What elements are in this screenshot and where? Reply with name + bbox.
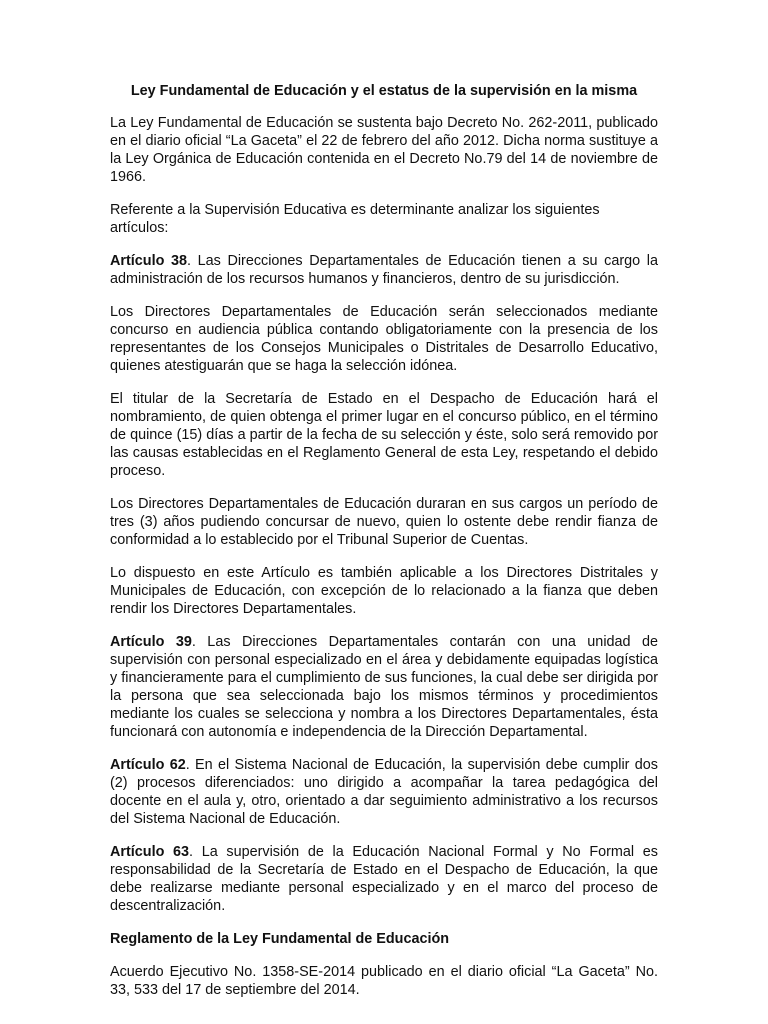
article-38-paragraph-5: Lo dispuesto en este Artículo es también aplicable a los Directores Distritales y Municipales de Educación, con excepción de lo relacionado a la fianza que deben rendir los Directores Departamentales. [110,565,658,617]
article-62-label: Artículo 62 [110,757,186,773]
article-63-text: . La supervisión de la Educación Nacional Formal y No Formal es responsabilidad de la Secretaría de Estado en el Despacho de Educación, la que debe realizarse mediante personal especializado y en el marco del proceso de descentralización. [110,844,658,914]
article-38-paragraph-2: Los Directores Departamentales de Educación serán seleccionados mediante concurso en audiencia pública contando obligatoriamente con la presencia de los representantes de los Consejos Municipales o Distritales de Desarrollo Educativo, quienes atestiguarán que se haga la selección idónea. [110,304,658,374]
reglamento-paragraph: Acuerdo Ejecutivo No. 1358-SE-2014 publicado en el diario oficial “La Gaceta” No. 33, 533 del 17 de septiembre del 2014. [110,964,658,998]
article-38-paragraph-3: El titular de la Secretaría de Estado en el Despacho de Educación hará el nombramiento, de quien obtenga el primer lugar en el concurso público, en el término de quince (15) días a partir de la fecha de su selección y éste, solo será removido por las causas establecidas en el Reglamento General de esta Ley, respetando el debido proceso. [110,391,658,479]
article-39-text: . Las Direcciones Departamentales contarán con una unidad de supervisión con personal especializado en el área y debidamente equipadas logística y financieramente para el cumplimiento de sus funciones, la cual debe ser dirigida por la persona que sea seleccionada bajo los mismos términos y procedimientos mediante los cuales se selecciona y nombra a los Directores Departamentales, ésta funcionará con autonomía e independencia de la Dirección Departamental. [110,634,658,740]
article-38-paragraph-4: Los Directores Departamentales de Educación duraran en sus cargos un período de tres (3) años pudiendo concursar de nuevo, quien lo ostente debe rendir fianza de conformidad a lo establecido por el Tribunal Superior de Cuentas. [110,496,658,548]
article-62-text: . En el Sistema Nacional de Educación, la supervisión debe cumplir dos (2) procesos diferenciados: uno dirigido a acompañar la tarea pedagógica del docente en el aula y, otro, orientado a dar seguimiento administrativo a los recursos del Sistema Nacional de Educación. [110,757,658,827]
article-63-paragraph [110,843,658,915]
intro-paragraph-1: La Ley Fundamental de Educación se sustenta bajo Decreto No. 262-2011, publicado en el diario oficial “La Gaceta” el 22 de febrero del año 2012. Dicha norma sustituye a la Ley Orgánica de Educación contenida en el Decreto No.79 del 14 de noviembre de 1966. [110,115,658,185]
intro-paragraph-2: Referente a la Supervisión Educativa es determinante analizar los siguientes artículos: [110,202,600,236]
document-page [110,82,658,1014]
reglamento-heading: Reglamento de la Ley Fundamental de Educación [110,931,450,947]
document-title: Ley Fundamental de Educación y el estatus de la supervisión en la misma [130,83,638,99]
article-63-label: Artículo 63 [110,844,190,860]
article-62-paragraph [110,756,658,828]
article-38-text: . Las Direcciones Departamentales de Educación tienen a su cargo la administración de los recursos humanos y financieros, dentro de su jurisdicción. [110,253,658,287]
article-39-paragraph [110,633,658,741]
article-39-label: Artículo 39 [110,634,192,650]
article-38-label: Artículo 38 [110,253,187,269]
article-38-paragraph [110,252,658,288]
